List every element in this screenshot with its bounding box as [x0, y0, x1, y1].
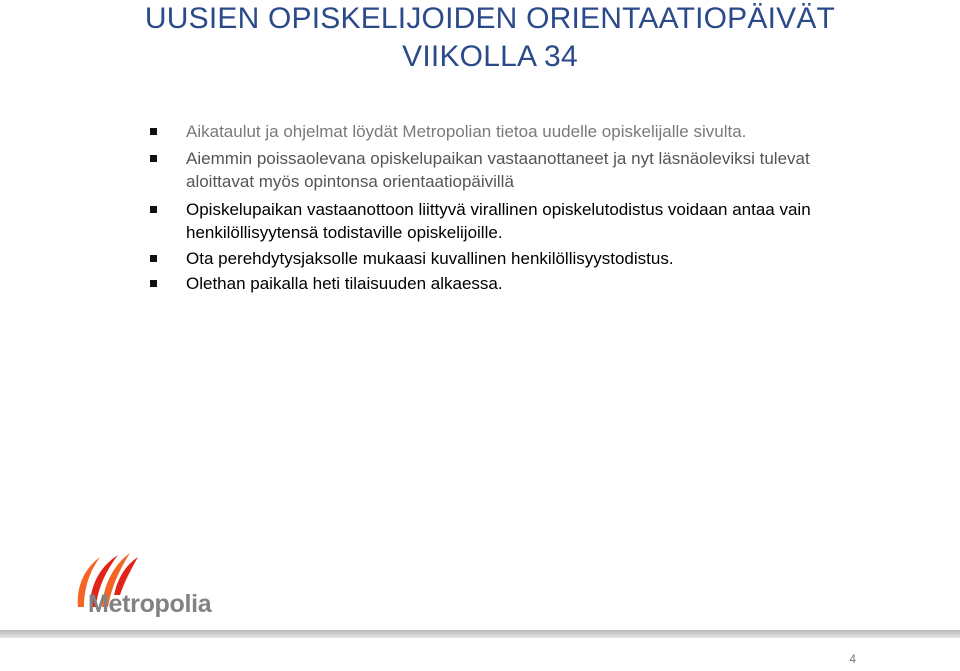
bullet-item-5 — [150, 272, 850, 296]
square-bullet-icon — [150, 280, 157, 287]
square-bullet-icon — [150, 255, 157, 262]
bullet-list — [150, 120, 850, 296]
page-title — [110, 0, 870, 76]
square-bullet-icon — [150, 206, 157, 213]
page-number: 4 — [849, 652, 856, 666]
title-line-1: UUSIEN OPISKELIJOIDEN ORIENTAATIOPÄIVÄT — [144, 2, 836, 35]
square-bullet-icon — [150, 128, 157, 135]
bullet-text-4: Ota perehdytysjaksolle mukaasi kuvallinen henkilöllisyystodistus. — [186, 248, 674, 268]
bullet-item-2 — [150, 147, 850, 194]
footer-divider — [0, 630, 960, 638]
bullet-item-3 — [150, 198, 850, 245]
logo-text: Metropolia — [88, 590, 212, 618]
square-bullet-icon — [150, 155, 157, 162]
title-line-2: VIIKOLLA 34 — [402, 40, 578, 73]
bullet-item-1 — [150, 120, 850, 144]
bullet-text-5: Olethan paikalla heti tilaisuuden alkaessa. — [186, 274, 503, 293]
bullet-text-3: Opiskelupaikan vastaanottoon liittyvä virallinen opiskelutodistus voidaan antaa vain henkilöllisyytensä todistaville opiskelijoille. — [186, 199, 811, 242]
bullet-text-1: Aikataulut ja ohjelmat löydät Metropolian tietoa uudelle opiskelijalle sivulta. — [186, 122, 747, 141]
bullet-item-4 — [150, 247, 850, 271]
bullet-text-2: Aiemmin poissaolevana opiskelupaikan vastaanottaneet ja nyt läsnäoleviksi tulevat aloittavat myös opintonsa orientaatiopäivillä — [186, 148, 810, 191]
